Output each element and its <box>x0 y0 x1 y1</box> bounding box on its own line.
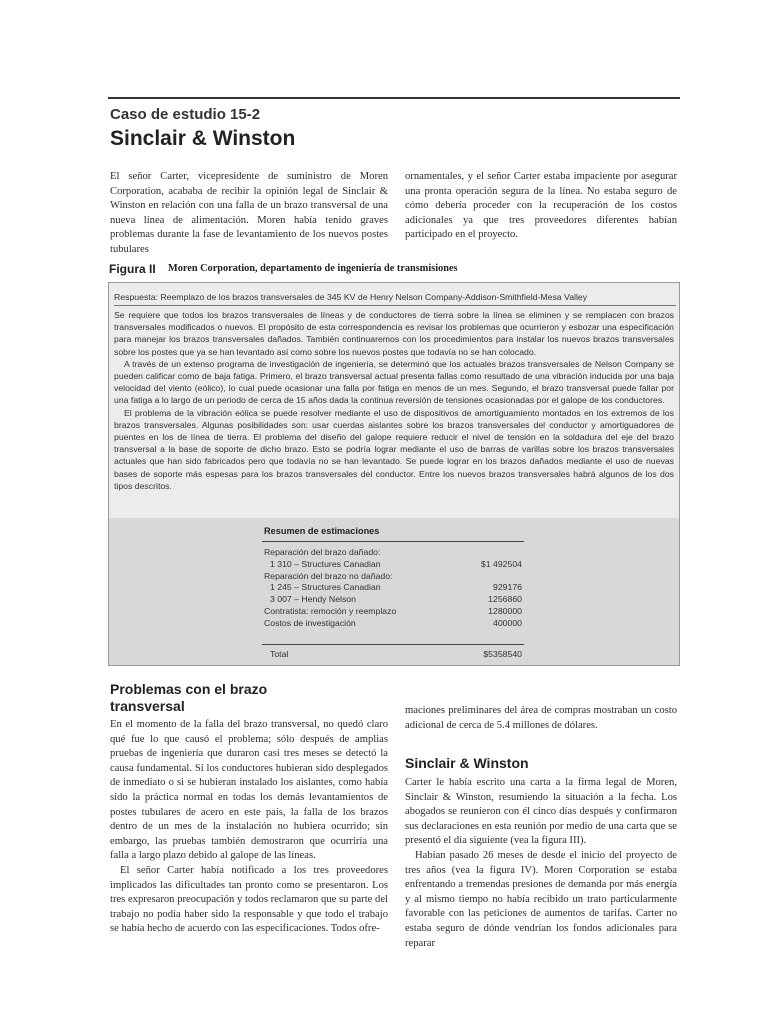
summary-row <box>264 618 522 630</box>
summary-row-label: 1 310 – Structures Canadian <box>270 558 381 569</box>
memo-paragraph: A través de un extenso programa de investigación de ingeniería, se determinó que los actuales brazos transversales de Nelson Company se pueden calificar como de baja fatiga. Primero, el brazo transversal actual presenta fallas como resultado de una vibración inducida por una baja velocidad del viento (eólico), lo cual puede ocasionar una falla por fatiga en menos de un mes. Segundo, el brazo transversal puede fallar por una fatiga a lo largo de un periodo de cerca de 15 años dada la continua reversión de tensiones ocasionadas por el galope de los conductores. <box>114 358 674 406</box>
summary-divider <box>262 541 524 542</box>
summary-total-label: Total <box>270 649 289 659</box>
memo-paragraph: Se requiere que todos los brazos transversales de líneas y de conductores de tierra sobre la línea se eliminen y se remplacen con brazos transversales modificados o nuevos. El propósito de esta correspondencia es revisar los problemas que ocurrieron y esbozar una especificación para manejar los brazos transversales dañados. También continuaremos con los procedimientos para instalar los nuevos brazos transversales sobre los postes que ya se han levantado así como sobre los nuevos postes que todavía no se han colocado. <box>114 310 674 357</box>
summary-row <box>264 547 522 559</box>
case-study-label: Caso de estudio 15-2 <box>110 106 261 123</box>
summary-row <box>264 582 522 594</box>
top-rule <box>108 97 680 99</box>
summary-row-label: Costos de investigación <box>264 617 356 628</box>
response-line: Respuesta: Reemplazo de los brazos transversales de 345 KV de Henry Nelson Company-Addison-Smithfield-Mesa Valley <box>114 291 676 306</box>
summary-total-value: $5358540 <box>483 649 522 659</box>
section-heading-crossarm-problems: Problemas con el brazo transversal <box>110 681 268 714</box>
summary-row <box>264 571 522 583</box>
section-body-continuation <box>405 704 677 733</box>
body-paragraph: En el momento de la falla del brazo transversal, no quedó claro qué fue lo que causó el problema; sólo después de amplias pruebas de ingeniería que duraron casi tres meses se detectó la causa fundamental. Si los conductores hubieran sido desplegados de inmediato o si se hubieran instalado los aislantes, como había sido la práctica normal en todas los demás levantamientos de postes tubulares de acero en este país, la falla de los brazos dentro de un mes de la instalación no hubiera ocurrido; sin embargo, las pruebas también demostraron que ocurriría una falla a largo plazo debido al galope de las líneas. <box>110 719 388 862</box>
summary-title: Resumen de estimaciones <box>264 526 380 536</box>
summary-row-value: 1256860 <box>488 594 522 605</box>
body-paragraph: maciones preliminares del área de compras mostraban un costo adicional de cerca de 5.4 millones de dólares. <box>405 705 677 731</box>
body-paragraph: El señor Carter había notificado a los tres proveedores implicados las dificultades tan pronto como se presentaron. Los tres expresaron preocupación y todos reclamaron que su parte del trabajo no podía haber sido la responsable y que todo el trabajo se había hecho de acuerdo con las especificaciones. Todos ofre- <box>110 864 388 935</box>
summary-row <box>264 594 522 606</box>
summary-row-value: 400000 <box>493 617 522 628</box>
summary-row-label: Reparación del brazo no dañado: <box>264 570 393 581</box>
summary-row <box>264 606 522 618</box>
summary-total-divider <box>262 644 524 645</box>
section-body-left <box>110 718 388 937</box>
intro-paragraph-right: ornamentales, y el señor Carter estaba impaciente por asegurar una pronta operación segura de la línea. No estaba seguro de cómo debería proceder con la recuperación de los costos adicionales ya que tres proveedores diferentes habían participado en el proyecto. <box>405 171 677 241</box>
figure-label: Figura II <box>109 262 156 276</box>
summary-row-label: 1 245 – Structures Canadian <box>270 582 381 593</box>
summary-row-value: $1 492504 <box>480 558 522 569</box>
body-paragraph: Habían pasado 26 meses de desde el inicio del proyecto de tres años (vea la figura IV). Moren Corporation se estaba enfrentando a tremendas presiones de demanda por más energía y al mismo tiempo no había recibido un trato particularmente favorable con las peticiones de aumentos de tarifas. Carter no estaba seguro de dónde vendrían los fondos adicionales para reparar <box>405 849 677 949</box>
summary-row-label: Contratista: remoción y reemplazo <box>264 605 397 616</box>
intro-paragraph-left: El señor Carter, vicepresidente de suministro de Moren Corporation, acababa de recibir la opinión legal de Sinclair & Winston en relación con una falla de un brazo transversal de una nueva línea de alimentación. Moren había tenido graves problemas durante la fase de levantamiento de los nuevos postes tubulares <box>110 171 388 255</box>
section-heading-sinclair-winston: Sinclair & Winston <box>405 755 529 771</box>
body-paragraph: Carter le había escrito una carta a la firma legal de Moren, Sinclair & Winston, resumiendo la situación a la fecha. Los abogados se reunieron con él cinco días después y confirmaron sus declaraciones en esta reunión por medio de una carta que se presentó el día siguiente (vea la figura III). <box>405 777 677 847</box>
summary-table <box>264 547 522 630</box>
summary-row-label: 3 007 – Hendy Nelson <box>270 594 356 605</box>
summary-total-row <box>270 649 522 659</box>
memo-paragraph: El problema de la vibración eólica se puede resolver mediante el uso de dispositivos de amortiguamiento montados en los extremos de los brazos transversales. Algunas posibilidades son: usar cuerdas aislantes sobre los brazos transversales del conductor y amortiguadores de puentes en los de línea de tierra. El problema del diseño del galope requiere reducir el nivel de tensión en la soldadura del eje del brazo transversal a la base de soporte de dicho brazo. Esto se podría lograr mediante el uso de barras de varillas sobre los brazos transversales actuales que han sido fabricados pero que todavía no se han levantado. Se puede lograr en los brazos dañados mediante el uso de nuevas bases de soporte más espesas para los brazos transversales del conductor. Entre los nuevos brazos transversales habrá algunos de los dos tipos descritos. <box>114 407 674 491</box>
figure-caption: Moren Corporation, departamento de ingeniería de transmisiones <box>168 263 458 274</box>
summary-row-value: 929176 <box>493 582 522 593</box>
section-body-right <box>405 776 677 951</box>
summary-row-value: 1280000 <box>488 605 522 616</box>
figure-memo <box>114 309 674 492</box>
summary-row-label: Reparación del brazo dañado: <box>264 547 381 557</box>
summary-row <box>264 559 522 571</box>
case-title: Sinclair & Winston <box>110 127 296 150</box>
